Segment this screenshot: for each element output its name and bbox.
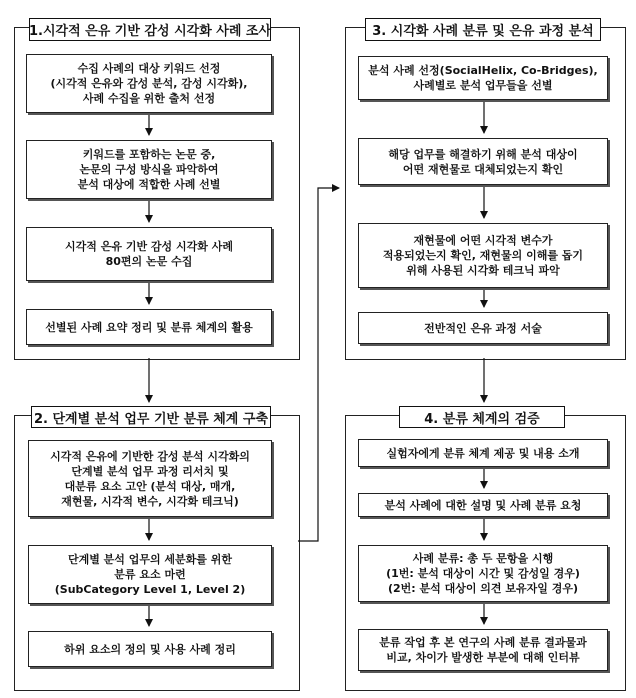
panel-1-step-4 — [26, 309, 272, 345]
panel-1-step-4-text: 선별된 사례 요약 정리 및 분류 체계의 활용 — [45, 320, 253, 334]
panel-4-step-3 — [358, 545, 608, 602]
panel-1-step-2-text: 키워드를 포함하는 논문 중, 논문의 구성 방식을 파악하여 분석 대상에 적합한 사례 선별 — [77, 148, 221, 191]
panel-4-title: 4. 분류 체계의 검증 — [399, 406, 565, 428]
panel-4-step-1 — [358, 439, 608, 467]
panel-4-step-1-text: 실험자에게 분류 체계 제공 및 내용 소개 — [386, 446, 580, 460]
panel-3-title: 3. 시각화 사례 분류 및 은유 과정 분석 — [365, 18, 601, 41]
panel-4-step-2 — [358, 493, 608, 517]
panel-3-step-2-text: 해당 업무를 해결하기 위해 분석 대상이 어떤 재현물로 대체되었는지 확인 — [388, 147, 578, 176]
panel-4-step-4 — [358, 629, 608, 671]
panel-2-step-1-text: 시각적 은유에 기반한 감성 분석 시각화의 단계별 분석 업무 과정 리서치 및 대분류 요소 고안 (분석 대상, 매개, 재현물, 시각적 변수, 시각화 테크닉) — [50, 449, 250, 508]
panel-2-step-2 — [28, 545, 272, 604]
panel-4-step-4-text: 분류 작업 후 본 연구의 사례 분류 결과물과 비교, 차이가 발생한 부분에 대해 인터뷰 — [379, 636, 587, 664]
panel-3-step-1-text: 분석 사례 선정(SocialHelix, Co-Bridges), 사례별로 분석 업무들을 선별 — [368, 64, 598, 92]
panel-1-step-1 — [26, 54, 272, 113]
panel-3-step-3-text: 재현물에 어떤 시각적 변수가 적용되었는지 확인, 재현물의 이해를 돕기 위해 사용된 시각화 테크닉 파악 — [382, 234, 584, 277]
panel-2-step-3-text: 하위 요소의 정의 및 사용 사례 정리 — [64, 642, 236, 656]
panel-2-step-3 — [28, 631, 272, 667]
panel-3-step-1 — [358, 56, 608, 100]
panel-3-step-4 — [358, 312, 608, 344]
panel-4-step-3-text: 사례 분류: 총 두 문항을 시행 (1번: 분석 대상이 시간 및 감성일 경우) (2번: 분석 대상이 의견 보유자일 경우) — [386, 552, 580, 595]
panel-1-step-2 — [26, 140, 272, 199]
panel-1-step-3 — [26, 227, 272, 281]
panel-3-step-2 — [358, 138, 608, 185]
panel-3-step-3 — [358, 223, 608, 288]
panel-4-step-2-text: 분석 사례에 대한 설명 및 사례 분류 요청 — [384, 498, 582, 512]
panel-2-title: 2. 단계별 분석 업무 기반 분류 체계 구축 — [31, 406, 271, 428]
panel-2-step-2-text: 단계별 분석 업무의 세분화를 위한 분류 요소 마련 (SubCategory Level 1, Level 2) — [54, 553, 246, 596]
panel-1-step-1-text: 수집 사례의 대상 키워드 선정 (시각적 은유와 감성 분석, 감성 시각화), 사례 수집을 위한 출처 선정 — [50, 62, 248, 105]
panel-3-step-4-text: 전반적인 은유 과정 서술 — [424, 321, 542, 335]
panel-2-step-1 — [28, 440, 272, 517]
panel-1-title: 1.시각적 은유 기반 감성 시각화 사례 조사 — [29, 18, 271, 41]
panel-1-step-3-text: 시각적 은유 기반 감성 시각화 사례 80편의 논문 수집 — [65, 240, 233, 268]
